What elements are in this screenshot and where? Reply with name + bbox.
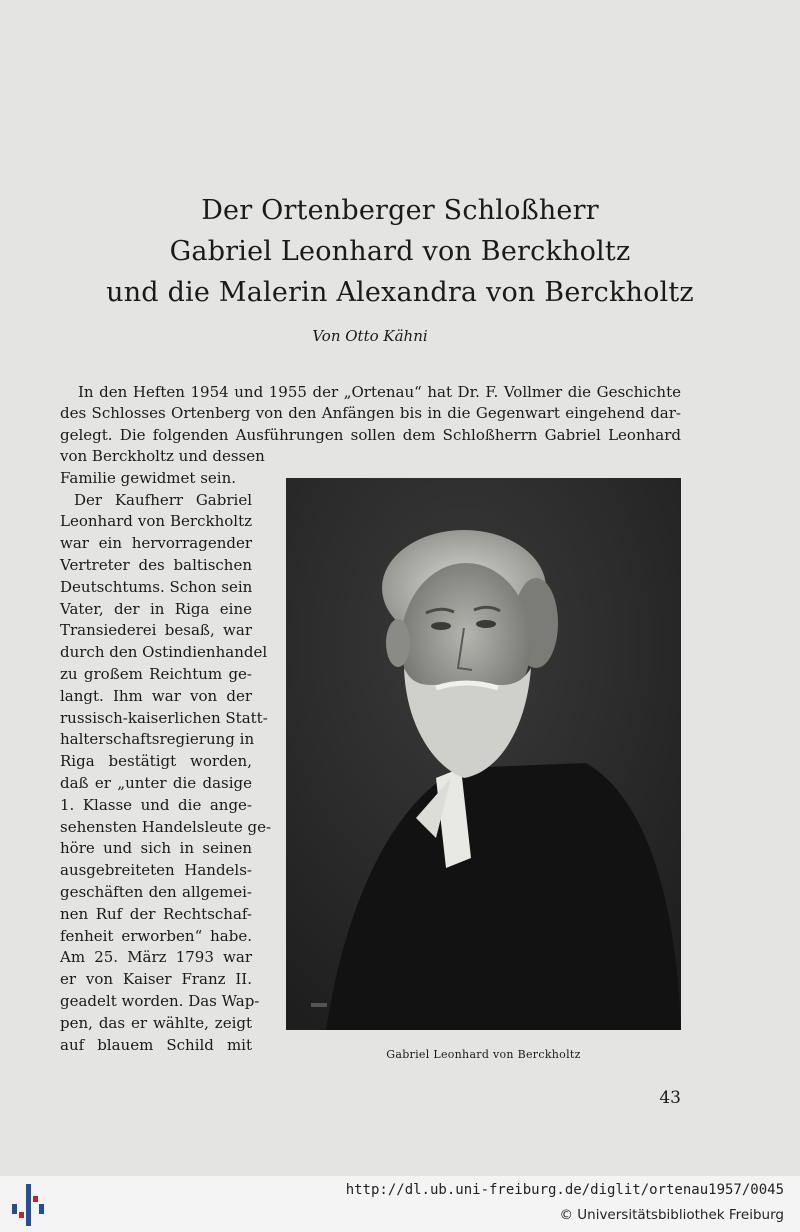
- text-line: höre und sich in seinen: [60, 839, 252, 858]
- text-line: auf blauem Schild mit: [60, 1035, 252, 1054]
- title-line: Der Ortenberger Schloßherr: [201, 195, 599, 226]
- text-line: Riga bestätigt worden,: [60, 752, 252, 771]
- text-line: war ein hervorragender: [60, 534, 252, 553]
- text-line: Vater, der in Riga eine: [60, 599, 252, 618]
- photo-caption: Gabriel Leonhard von Berckholtz: [386, 1048, 581, 1061]
- text-line: Am 25. März 1793 war: [60, 948, 252, 967]
- text-line: durch den Ostindienhandel: [60, 643, 268, 662]
- text-line: langt. Ihm war von der: [60, 686, 252, 705]
- viewer-footer: [0, 1176, 800, 1232]
- copyright-notice: © Universitätsbibliothek Freiburg: [559, 1207, 784, 1223]
- article-title: [60, 190, 740, 313]
- text-line: 1. Klasse und die ange-: [60, 795, 252, 814]
- text-line: Transiederei besaß, war: [60, 621, 252, 640]
- text-line: Der Kaufherr Gabriel: [74, 490, 252, 509]
- text-line: russisch-kaiserlichen Statt-: [60, 708, 268, 727]
- ub-freiburg-logo-icon[interactable]: [8, 1184, 48, 1226]
- text-line: Vertreter des baltischen: [60, 555, 252, 574]
- article-author: Von Otto Kähni: [312, 327, 428, 345]
- text-line: er von Kaiser Franz II.: [60, 970, 252, 989]
- title-line: Gabriel Leonhard von Berckholtz: [169, 236, 631, 267]
- portrait-photo: [286, 478, 681, 1030]
- text-line: von Berckholtz und dessen: [60, 447, 265, 465]
- text-line: ausgebreiteten Handels-: [60, 861, 252, 880]
- portrait-illustration: [286, 478, 681, 1030]
- text-line: Deutschtums. Schon sein: [60, 577, 253, 596]
- title-line: und die Malerin Alexandra von Berckholtz: [106, 277, 694, 308]
- text-line: nen Ruf der Rechtschaf-: [60, 904, 252, 923]
- page-number: 43: [659, 1088, 681, 1108]
- text-line: gelegt. Die folgenden Ausführungen sollen dem Schloßherrn Gabriel Leonhard: [60, 425, 681, 444]
- text-line: halterschaftsregierung in: [60, 730, 255, 749]
- text-line: In den Heften 1954 und 1955 der „Ortenau“ hat Dr. F. Vollmer die Geschichte: [78, 383, 681, 401]
- body-column: [60, 446, 272, 1056]
- text-line: geschäften den allgemei-: [60, 882, 252, 901]
- intro-paragraph: [60, 382, 681, 446]
- text-line: zu großem Reichtum ge-: [60, 664, 252, 683]
- text-line: daß er „unter die dasige: [60, 773, 252, 792]
- text-line: geadelt worden. Das Wap-: [60, 991, 260, 1010]
- text-line: sehensten Handelsleute ge-: [60, 817, 272, 836]
- text-line: pen, das er wählte, zeigt: [60, 1013, 252, 1032]
- text-line: Leonhard von Berckholtz: [60, 512, 252, 531]
- text-line: Familie gewidmet sein.: [60, 468, 237, 487]
- document-url-link[interactable]: http://dl.ub.uni-freiburg.de/diglit/ortenau1957/0045: [345, 1182, 784, 1198]
- text-line: des Schlosses Ortenberg von den Anfängen bis in die Gegenwart eingehend dar-: [60, 404, 681, 423]
- text-line: fenheit erworben“ habe.: [60, 926, 252, 945]
